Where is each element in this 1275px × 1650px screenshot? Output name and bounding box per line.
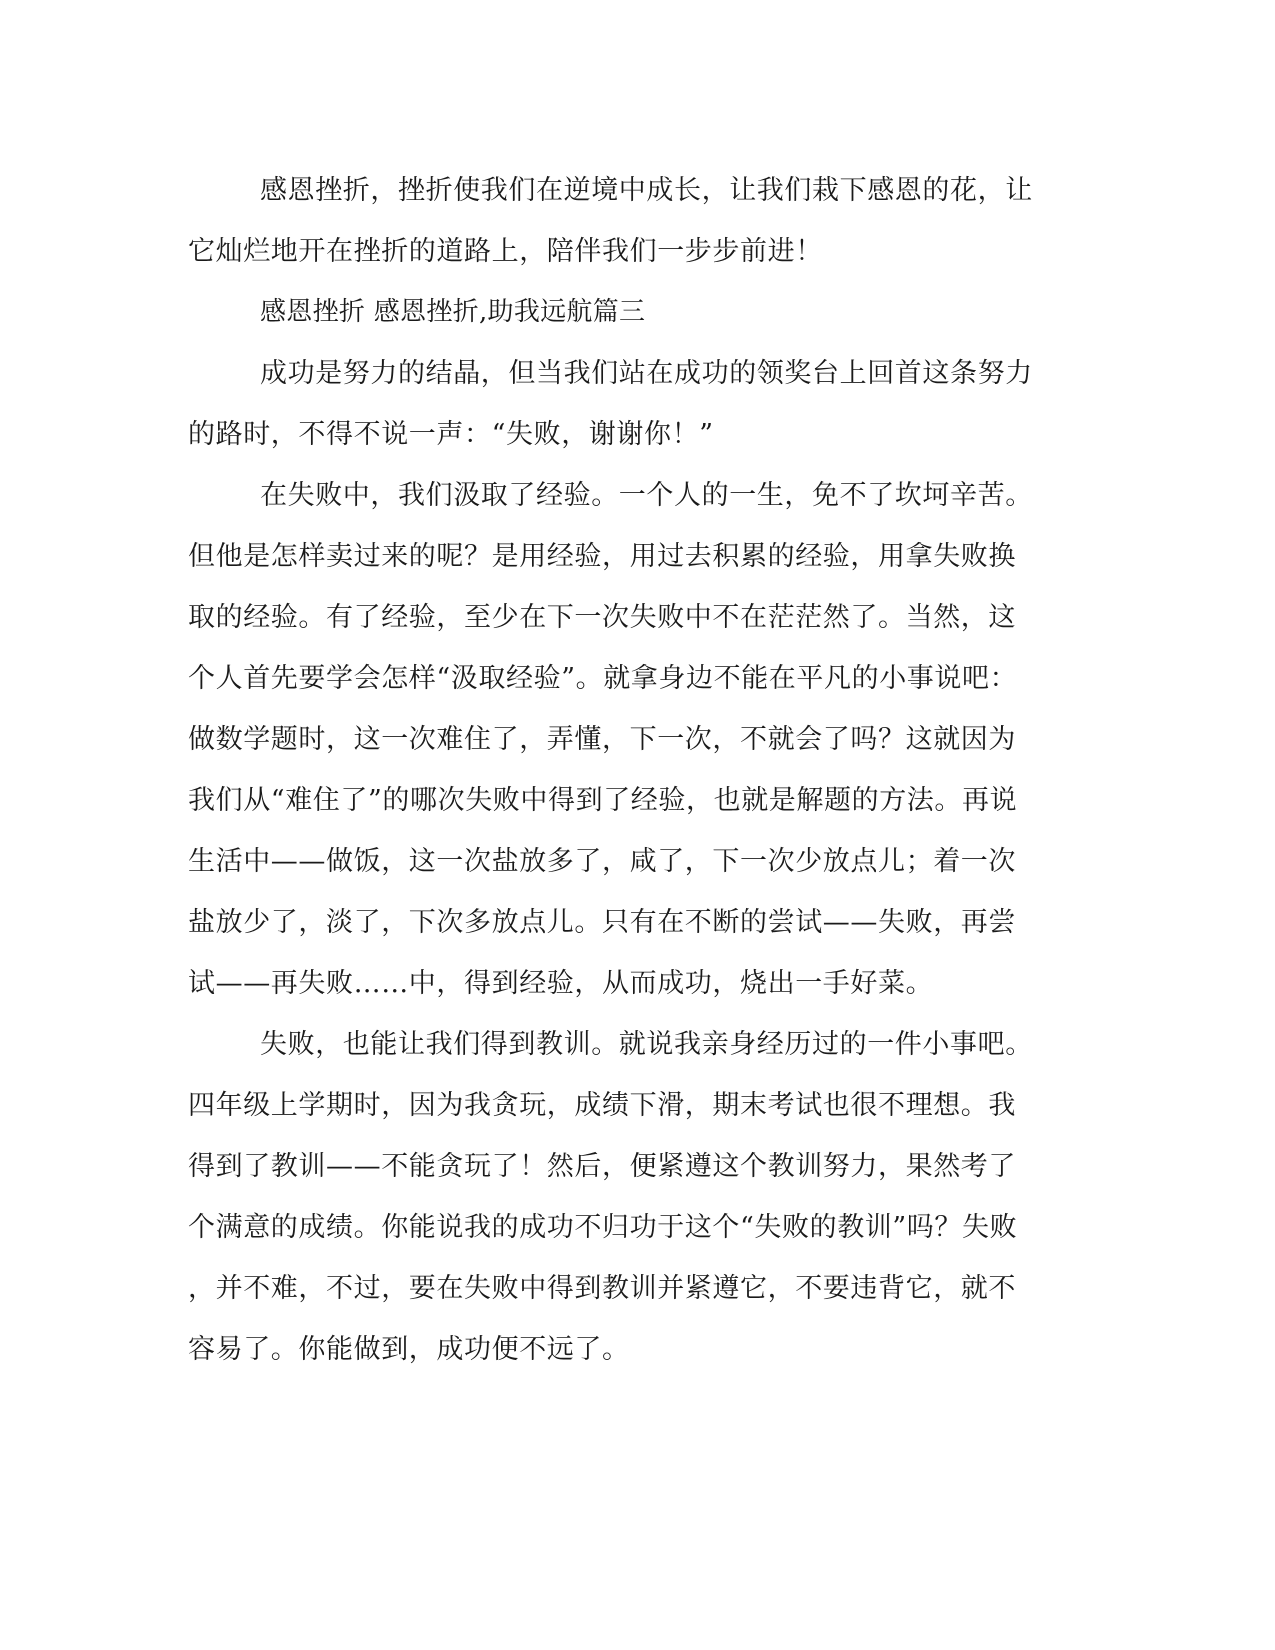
text-line: 四年级上学期时，因为我贪玩，成绩下滑，期末考试也很不理想。我	[188, 1090, 1016, 1121]
section-heading: 感恩挫折 感恩挫折,助我远航篇三	[260, 297, 646, 327]
text-line: 个人首先要学会怎样“汲取经验”。就拿身边不能在平凡的小事说吧：	[188, 663, 1018, 694]
text-line: 成功是努力的结晶，但当我们站在成功的领奖台上回首这条努力	[260, 358, 1033, 389]
text-line: 它灿烂地开在挫折的道路上，陪伴我们一步步前进！	[188, 236, 823, 267]
text-line: 取的经验。有了经验，至少在下一次失败中不在茫茫然了。当然，这	[188, 602, 1016, 633]
text-line: 感恩挫折，挫折使我们在逆境中成长，让我们栽下感恩的花，让	[260, 175, 1033, 206]
text-line: 做数学题时，这一次难住了，弄懂，下一次，不就会了吗？这就因为	[188, 724, 1016, 755]
text-line: 试——再失败……中，得到经验，从而成功，烧出一手好菜。	[188, 968, 934, 999]
text-line: 得到了教训——不能贪玩了！然后，便紧遵这个教训努力，果然考了	[188, 1151, 1016, 1182]
document-body	[188, 160, 1068, 1380]
text-line: 但他是怎样卖过来的呢？是用经验，用过去积累的经验，用拿失败换	[188, 541, 1016, 572]
text-line: 在失败中，我们汲取了经验。一个人的一生，免不了坎坷辛苦。	[260, 480, 1033, 511]
text-line: 的路时，不得不说一声：“失败，谢谢你！”	[188, 419, 714, 450]
text-line: 我们从“难住了”的哪次失败中得到了经验，也就是解题的方法。再说	[188, 785, 1018, 816]
text-line: 个满意的成绩。你能说我的成功不归功于这个“失败的教训”吗？失败	[188, 1212, 1018, 1243]
text-line: 盐放少了，淡了，下次多放点儿。只有在不断的尝试——失败，再尝	[188, 907, 1016, 938]
text-line: ，并不难，不过，要在失败中得到教训并紧遵它，不要违背它，就不	[188, 1273, 1016, 1304]
text-line: 失败，也能让我们得到教训。就说我亲身经历过的一件小事吧。	[260, 1029, 1033, 1060]
text-line: 容易了。你能做到，成功便不远了。	[188, 1334, 630, 1365]
text-line: 生活中——做饭，这一次盐放多了，咸了，下一次少放点儿；着一次	[188, 846, 1016, 877]
